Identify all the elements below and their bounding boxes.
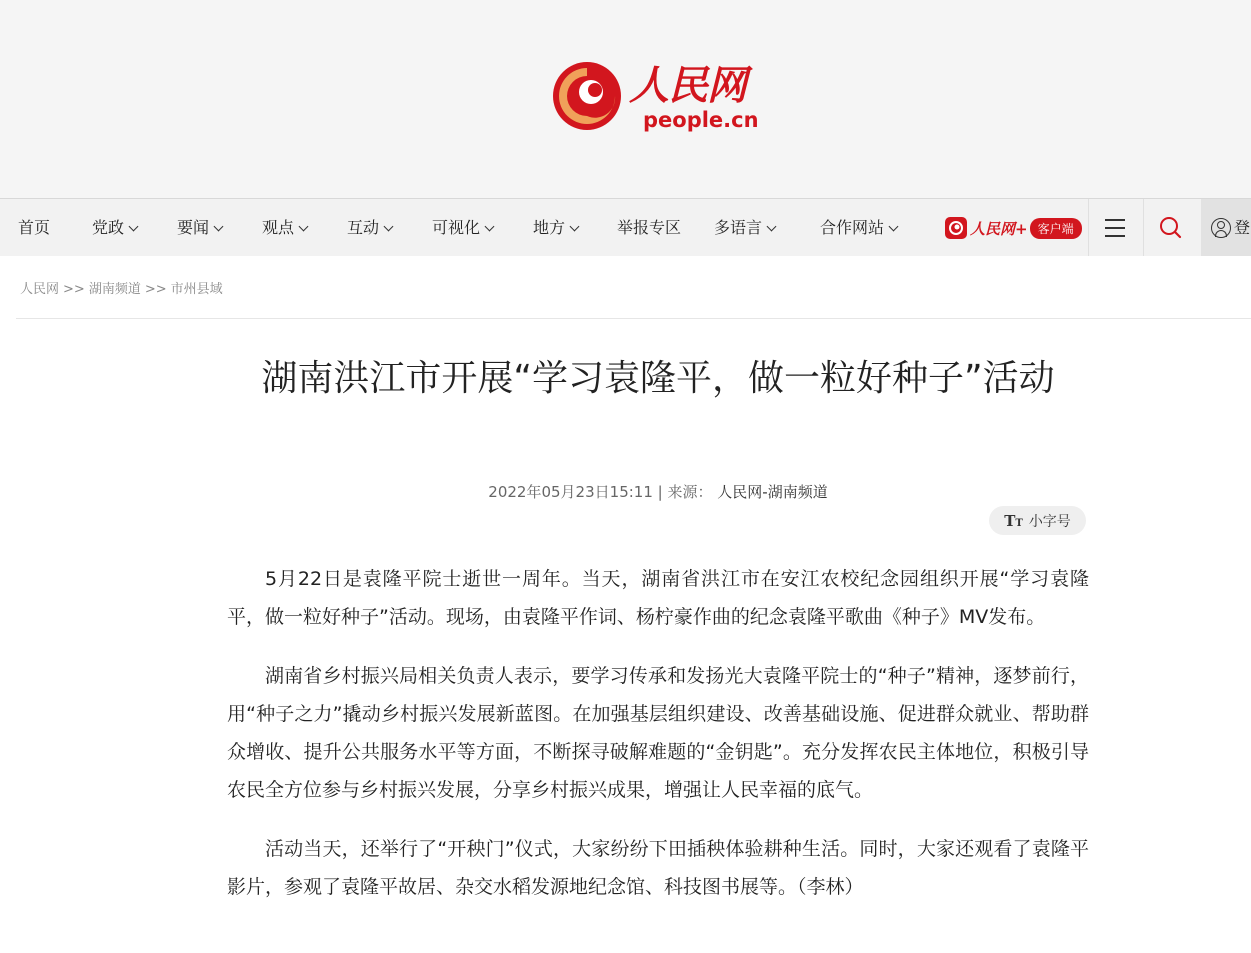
app-download-link[interactable] — [945, 216, 1082, 240]
article-source-link[interactable]: 人民网-湖南频道 — [717, 483, 828, 501]
nav-item-languages[interactable]: 多语言 — [714, 199, 775, 256]
article-paragraph: 湖南省乡村振兴局相关负责人表示，要学习传承和发扬光大袁隆平院士的“种子”精神，逐梦前行，用“种子之力”撬动乡村振兴发展新蓝图。在加强基层组织建设、改善基础设施、促进群众就业、帮助群众增收、提升公共服务水平等方面，不断探寻破解难题的“金钥匙”。充分发挥农民主体地位，积极引导农民全方位参与乡村振兴发展，分享乡村振兴成果，增强让人民幸福的底气。 — [227, 665, 1089, 801]
article-datetime: 2022年05月23日15:11 — [488, 483, 653, 501]
login-button[interactable] — [1201, 199, 1251, 256]
app-logo-icon — [945, 217, 967, 239]
main-nav — [0, 199, 1251, 256]
chevron-down-icon — [889, 222, 899, 232]
login-label: 登 — [1234, 218, 1251, 237]
breadcrumb — [20, 278, 223, 297]
article-meta — [230, 481, 1086, 502]
logo-swirl-icon — [551, 60, 623, 132]
breadcrumb-separator: >> — [63, 282, 85, 297]
hamburger-menu-button[interactable] — [1095, 215, 1135, 241]
chevron-down-icon — [767, 222, 777, 232]
breadcrumb-separator: >> — [144, 282, 167, 297]
nav-item-home[interactable]: 首页 — [18, 218, 51, 237]
logo-text-domain: people.cn — [643, 108, 759, 132]
app-name: 人民网+ — [970, 219, 1028, 238]
nav-item-interaction[interactable]: 互动 — [347, 199, 392, 256]
font-size-toggle-button[interactable] — [989, 506, 1086, 535]
nav-item-party-government[interactable]: 党政 — [92, 199, 137, 256]
chevron-down-icon — [384, 222, 394, 232]
article-title: 湖南洪江市开展“学习袁隆平，做一粒好种子”活动 — [261, 358, 1055, 399]
meta-separator: | — [657, 483, 668, 501]
nav-divider — [1143, 199, 1144, 256]
nav-item-headlines[interactable]: 要闻 — [177, 199, 222, 256]
nav-item-local[interactable]: 地方 — [533, 199, 578, 256]
article-paragraph: 活动当天，还举行了“开秧门”仪式，大家纷纷下田插秧体验耕种生活。同时，大家还观看了袁隆平影片，参观了袁隆平故居、杂交水稻发源地纪念馆、科技图书展等。（李林） — [227, 838, 1089, 898]
font-size-label: 小字号 — [1028, 513, 1071, 530]
nav-item-opinion[interactable]: 观点 — [262, 199, 307, 256]
chevron-down-icon — [214, 222, 224, 232]
content-divider — [16, 318, 1251, 319]
logo-text-cn: 人民网 — [629, 62, 746, 109]
breadcrumb-item-people[interactable]: 人民网 — [20, 282, 60, 297]
app-client-badge: 客户端 — [1030, 218, 1082, 239]
hamburger-icon — [1105, 219, 1125, 221]
nav-item-visualization[interactable]: 可视化 — [432, 199, 493, 256]
article-source-label: 来源： — [667, 483, 713, 501]
masthead — [0, 0, 1251, 199]
nav-item-partner-sites[interactable]: 合作网站 — [820, 199, 897, 256]
breadcrumb-item-hunan-channel[interactable]: 湖南频道 — [88, 282, 141, 297]
font-size-icon: TT — [1004, 511, 1023, 530]
article-body — [227, 560, 1089, 927]
breadcrumb-item-cities-counties[interactable]: 市州县域 — [170, 282, 223, 297]
chevron-down-icon — [485, 222, 495, 232]
user-icon — [1211, 218, 1231, 238]
nav-item-report-zone[interactable]: 举报专区 — [617, 218, 682, 237]
chevron-down-icon — [570, 222, 580, 232]
chevron-down-icon — [129, 222, 139, 232]
nav-divider — [1088, 199, 1089, 256]
site-logo[interactable] — [551, 52, 766, 137]
chevron-down-icon — [299, 222, 309, 232]
search-button[interactable] — [1150, 213, 1190, 243]
search-icon — [1150, 213, 1190, 243]
article-paragraph: 5月22日是袁隆平院士逝世一周年。当天，湖南省洪江市在安江农校纪念园组织开展“学习袁隆平，做一粒好种子”活动。现场，由袁隆平作词、杨柠豪作曲的纪念袁隆平歌曲《种子》MV发布。 — [227, 568, 1089, 628]
